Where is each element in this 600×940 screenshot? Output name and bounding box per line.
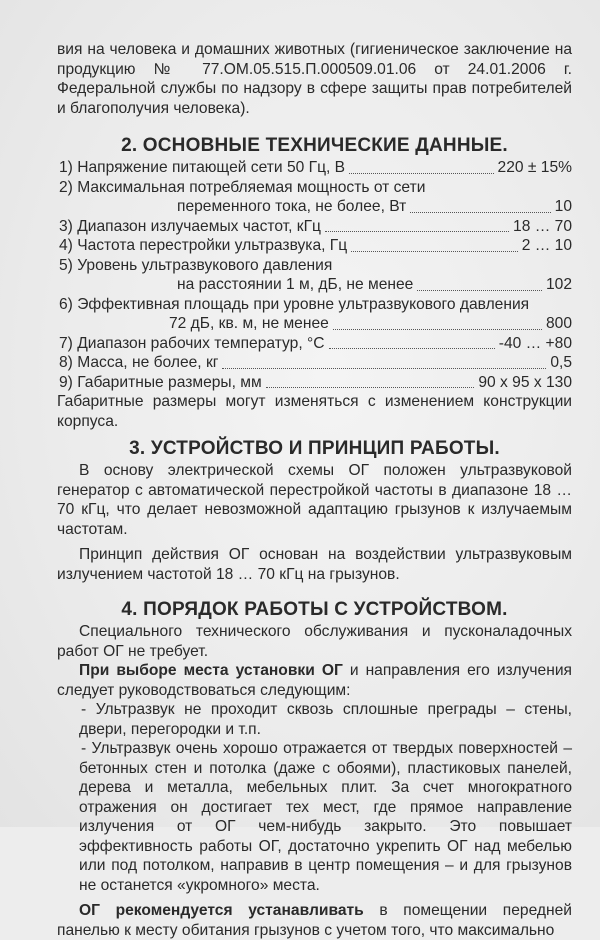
spec-label: переменного тока, не более, Вт (177, 198, 407, 215)
spec-label: 2) Максимальная потребляемая мощность от сети (59, 178, 426, 196)
spec-label: 3) Диапазон излучаемых частот, кГц (59, 217, 321, 235)
dot-leader (325, 231, 509, 232)
spec-row-continuation (57, 314, 572, 334)
dot-leader (417, 290, 542, 291)
spec-row (57, 217, 572, 237)
spec-label: 1) Напряжение питающей сети 50 Гц, В (59, 159, 346, 176)
specs-note: Габаритные размеры могут изменяться с изменением конструкции корпуса. (57, 393, 572, 430)
intro-paragraph: вия на человека и домашних животных (гигиеническое заключение на продукцию № 77.ОМ.05.515.П.000509.01.06 от 24.01.2006 г. Федеральной службы по надзору в сфере защиты прав потребителей и благополучия человека). (57, 41, 572, 117)
spec-label: 72 дБ, кв. м, не менее (169, 315, 329, 332)
device-paragraph-1: В основу электрической схемы ОГ положен ультразвуковой генератор с автоматической перестройкой частоты в диапазоне 18 … 70 кГц, что делает невозможной адаптацию грызунов к излучаемым частотам. (57, 462, 572, 538)
dot-leader (410, 212, 550, 213)
paragraph-text: в помещении передней панелью к месту обитания грызунов с учетом того, что максимально (57, 902, 572, 939)
order-paragraph-1: Специального технического обслуживания и пусконаладочных работ ОГ не требует. (57, 623, 572, 660)
paragraph-text: и направления его излучения следует руководствоваться следующим: (57, 662, 572, 699)
spec-value: 102 (545, 276, 572, 293)
spec-value: 2 … 10 (521, 237, 572, 254)
spec-row-continuation (57, 197, 572, 217)
spec-row-continuation (57, 275, 572, 295)
emphasis-text: При выборе места установки ОГ (79, 662, 343, 679)
dot-leader (351, 251, 518, 252)
spec-row (57, 334, 572, 354)
order-paragraph-3 (57, 901, 572, 940)
spec-row (57, 353, 572, 373)
order-paragraph-2 (57, 661, 572, 700)
dot-leader (329, 348, 495, 349)
spec-row (57, 158, 572, 178)
spec-row (57, 373, 572, 393)
spec-value: 220 ± 15% (497, 159, 572, 176)
dot-leader (349, 173, 493, 174)
spec-value: 18 … 70 (513, 217, 572, 235)
section-heading-device: 3. УСТРОЙСТВО И ПРИНЦИП РАБОТЫ. (129, 438, 500, 459)
specs-list (57, 158, 572, 392)
spec-row (57, 256, 572, 276)
spec-label: на расстоянии 1 м, дБ, не менее (177, 276, 414, 293)
spec-label: 6) Эффективная площадь при уровне ультразвукового давления (59, 295, 530, 313)
dash-item-2: - Ультразвук очень хорошо отражается от твердых поверхностей – бетонных стен и потолка (даже с обоями), пластиковых панелей, дерева и металла, мебельных плит. За счет многократного отражения он достигает тех мест, где прямое направление излучения от ОГ чем-нибудь закрыто. Это повышает эффективность работы ОГ, достаточно укрепить ОГ над мебелью или под потолком, направив в центр помещения – и для грызунов не останется «укромного» места. (79, 740, 572, 894)
spec-row (57, 295, 572, 315)
spec-label: 8) Масса, не более, кг (59, 354, 219, 371)
spec-value: 90 х 95 х 130 (478, 373, 572, 391)
emphasis-text: ОГ рекомендуется устанавливать (79, 902, 364, 919)
spec-value: 800 (545, 315, 572, 332)
dash-item-1: - Ультразвук не проходит сквозь сплошные преграды – стены, двери, перегородки и т.п. (79, 701, 572, 738)
spec-label: 5) Уровень ультразвукового давления (59, 256, 333, 274)
dot-leader (333, 329, 542, 330)
spec-value: 10 (554, 198, 572, 215)
spec-label: 4) Частота перестройки ультразвука, Гц (59, 237, 348, 254)
spec-row (57, 178, 572, 198)
spec-label: 7) Диапазон рабочих температур, °С (59, 334, 325, 352)
spec-value: 0,5 (550, 354, 572, 371)
spec-row (57, 236, 572, 256)
section-heading-order: 4. ПОРЯДОК РАБОТЫ С УСТРОЙСТВОМ. (121, 599, 508, 620)
device-paragraph-2: Принцип действия ОГ основан на воздействии ультразвуковым излучением частотой 18 … 70 кГц на грызунов. (57, 546, 572, 583)
spec-label: 9) Габаритные размеры, мм (59, 373, 262, 391)
spec-value: -40 … +80 (498, 334, 572, 352)
section-heading-specs: 2. ОСНОВНЫЕ ТЕХНИЧЕСКИЕ ДАННЫЕ. (121, 135, 508, 156)
dot-leader (266, 387, 475, 388)
dot-leader (222, 368, 546, 369)
